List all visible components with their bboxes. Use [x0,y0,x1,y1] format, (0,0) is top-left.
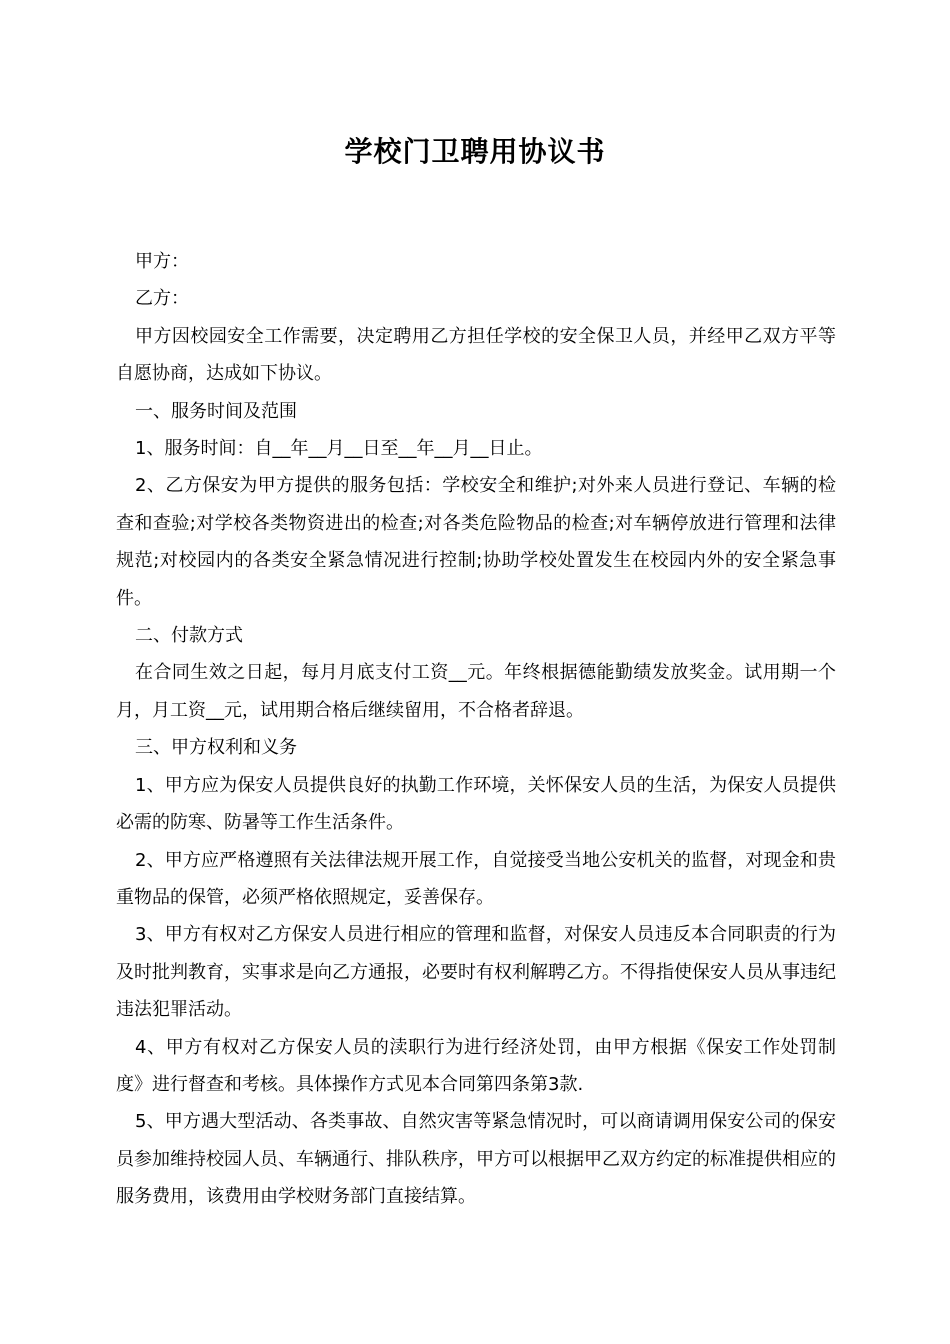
clause-service-scope: 2、乙方保安为甲方提供的服务包括：学校安全和维护;对外来人员进行登记、车辆的检查和查验;对学校各类物资进出的检查;对各类危险物品的检查;对车辆停放进行管理和法律规范;对校园内的各类安全紧急情况进行控制;协助学校处置发生在校园内外的安全紧急事件。 [116,475,836,609]
clause-party-a-1: 1、甲方应为保安人员提供良好的执勤工作环境，关怀保安人员的生活，为保安人员提供必需的防寒、防暑等工作生活条件。 [116,774,836,834]
document-title: 学校门卫聘用协议书 [344,135,606,168]
clause-party-a-3: 3、甲方有权对乙方保安人员进行相应的管理和监督，对保安人员违反本合同职责的行为及时批判教育，实事求是向乙方通报，必要时有权利解聘乙方。不得指使保安人员从事违纪违法犯罪活动。 [116,924,836,1021]
clause-party-a-2: 2、甲方应严格遵照有关法律法规开展工作，自觉接受当地公安机关的监督，对现金和贵重物品的保管，必须严格依照规定，妥善保存。 [116,849,836,908]
document-body [116,243,836,1216]
clause-party-a-5: 5、甲方遇大型活动、各类事故、自然灾害等紧急情况时，可以商请调用保安公司的保安员参加维持校园人员、车辆通行、排队秩序，甲方可以根据甲乙双方约定的标准提供相应的服务费用，该费用由学校财务部门直接结算。 [116,1111,836,1208]
clause-payment: 在合同生效之日起，每月月底支付工资__元。年终根据德能勤绩发放奖金。试用期一个月，月工资__元，试用期合格后继续留用，不合格者辞退。 [116,662,836,721]
clause-party-a-4: 4、甲方有权对乙方保安人员的渎职行为进行经济处罚，由甲方根据《保安工作处罚制度》进行督查和考核。具体操作方式见本合同第四条第3款. [116,1036,836,1095]
party-a-line: 甲方： [135,251,189,272]
intro-paragraph: 甲方因校园安全工作需要，决定聘用乙方担任学校的安全保卫人员，并经甲乙双方平等自愿协商，达成如下协议。 [116,325,836,385]
clause-service-time: 1、服务时间：自__年__月__日至__年__月__日止。 [135,438,543,460]
section-heading-payment: 二、付款方式 [135,625,243,647]
section-heading-party-a-rights: 三、甲方权利和义务 [135,737,297,759]
party-b-line: 乙方： [135,288,189,310]
section-heading-service: 一、服务时间及范围 [135,400,297,422]
